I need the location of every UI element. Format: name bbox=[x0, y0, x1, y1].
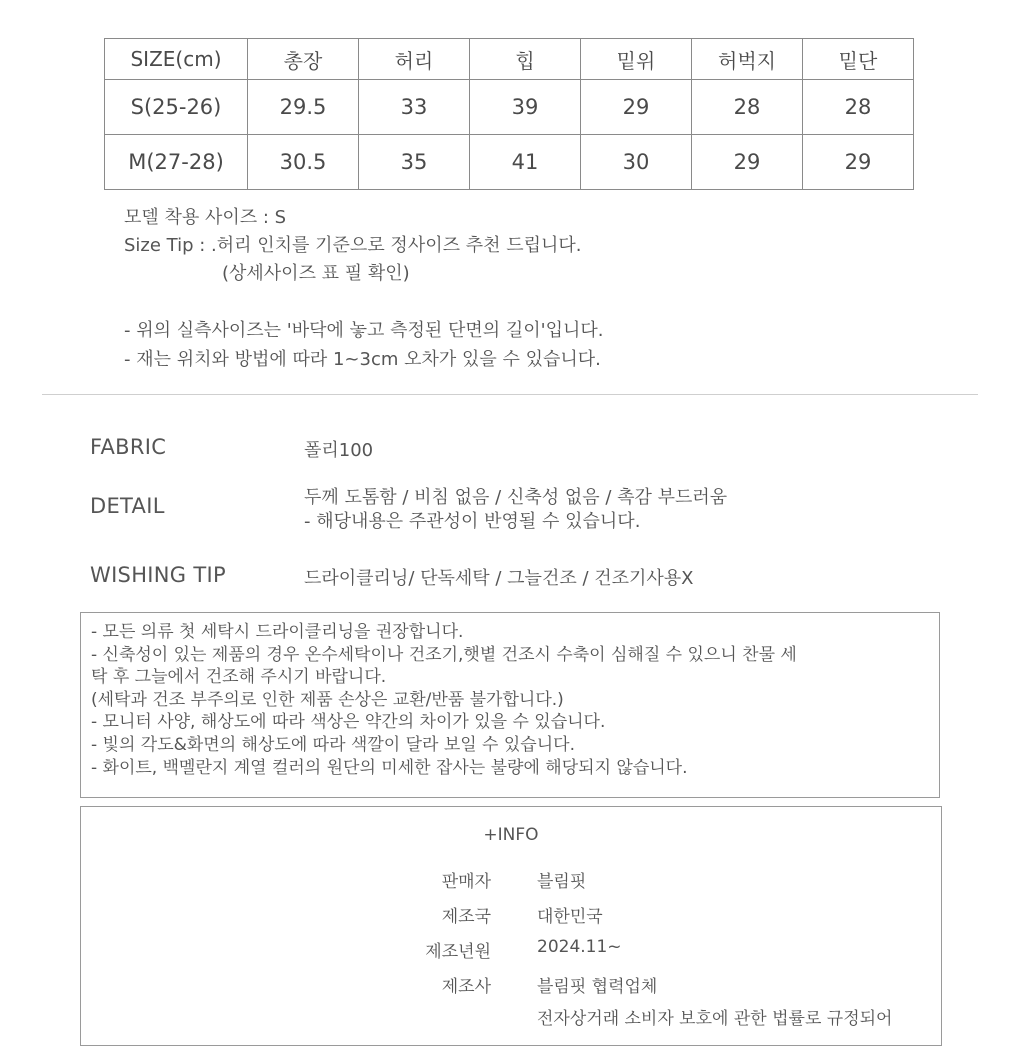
size-table-header: 허벅지 bbox=[692, 39, 803, 80]
detail-label: DETAIL bbox=[90, 494, 165, 518]
size-table-cell: 29.5 bbox=[248, 80, 359, 135]
measurement-note: - 재는 위치와 방법에 따라 1~3cm 오차가 있을 수 있습니다. bbox=[124, 349, 601, 370]
size-table-header: 밑위 bbox=[581, 39, 692, 80]
detail-value: 두께 도톰함 / 비침 없음 / 신축성 없음 / 촉감 부드러움 bbox=[304, 487, 728, 508]
size-table-header: 밑단 bbox=[803, 39, 914, 80]
info-value: 2024.11~ bbox=[537, 937, 622, 957]
model-size-note: 모델 착용 사이즈 : S bbox=[124, 207, 287, 228]
size-table-header: 허리 bbox=[359, 39, 470, 80]
info-value: 전자상거래 소비자 보호에 관한 법률로 규정되어 bbox=[537, 1009, 893, 1029]
care-notice-box bbox=[80, 612, 940, 798]
info-key: 제조년원 bbox=[425, 942, 491, 962]
size-table-cell: M(27-28) bbox=[105, 135, 248, 190]
size-table-cell: 29 bbox=[692, 135, 803, 190]
care-note: - 화이트, 백멜란지 계열 컬러의 원단의 미세한 잡사는 불량에 해당되지 않습니다. bbox=[91, 757, 688, 778]
size-table-header: 힙 bbox=[470, 39, 581, 80]
size-table-header: 총장 bbox=[248, 39, 359, 80]
info-value: 대한민국 bbox=[537, 907, 603, 927]
size-table-cell: 28 bbox=[692, 80, 803, 135]
size-table-cell: 39 bbox=[470, 80, 581, 135]
info-value: 블림핏 협력업체 bbox=[537, 977, 658, 997]
section-divider bbox=[42, 394, 978, 395]
info-title: +INFO bbox=[483, 825, 539, 845]
info-key: 제조국 bbox=[441, 907, 491, 927]
washing-value: 드라이클리닝/ 단독세탁 / 그늘건조 / 건조기사용X bbox=[304, 568, 694, 589]
size-table-cell: 35 bbox=[359, 135, 470, 190]
size-table-cell: 33 bbox=[359, 80, 470, 135]
size-tip-subnote: (상세사이즈 표 필 확인) bbox=[222, 263, 410, 284]
info-key: 판매자 bbox=[441, 872, 491, 892]
product-info-box bbox=[80, 806, 942, 1046]
fabric-label: FABRIC bbox=[90, 435, 167, 459]
detail-subnote: - 해당내용은 주관성이 반영될 수 있습니다. bbox=[304, 511, 641, 532]
size-table-cell: 29 bbox=[803, 135, 914, 190]
care-note: (세탁과 건조 부주의로 인한 제품 손상은 교환/반품 불가합니다.) bbox=[91, 689, 564, 710]
size-table-header: SIZE(cm) bbox=[105, 39, 248, 80]
size-table-cell: 30 bbox=[581, 135, 692, 190]
size-table-cell: 30.5 bbox=[248, 135, 359, 190]
care-note: - 빛의 각도&화면의 해상도에 따라 색깔이 달라 보일 수 있습니다. bbox=[91, 734, 575, 755]
size-table-cell: 29 bbox=[581, 80, 692, 135]
table-row bbox=[105, 80, 914, 135]
info-key: 제조사 bbox=[441, 977, 491, 997]
measurement-note: - 위의 실측사이즈는 '바닥에 놓고 측정된 단면의 길이'입니다. bbox=[124, 320, 604, 341]
care-note: 탁 후 그늘에서 건조해 주시기 바랍니다. bbox=[91, 667, 387, 688]
table-row bbox=[105, 135, 914, 190]
size-table-header-row bbox=[105, 39, 914, 80]
care-note: - 모든 의류 첫 세탁시 드라이클리닝을 권장합니다. bbox=[91, 622, 464, 642]
washing-label: WISHING TIP bbox=[90, 563, 226, 587]
size-tip-note: Size Tip : .허리 인치를 기준으로 정사이즈 추천 드립니다. bbox=[124, 235, 582, 256]
size-table-cell: 28 bbox=[803, 80, 914, 135]
care-note: - 모니터 사양, 해상도에 따라 색상은 약간의 차이가 있을 수 있습니다. bbox=[91, 712, 606, 733]
size-table bbox=[104, 38, 914, 190]
info-value: 블림핏 bbox=[537, 872, 587, 892]
size-table-cell: 41 bbox=[470, 135, 581, 190]
care-note: - 신축성이 있는 제품의 경우 온수세탁이나 건조기,햇볕 건조시 수축이 심해질 수 있으니 찬물 세 bbox=[91, 644, 797, 665]
size-table-cell: S(25-26) bbox=[105, 80, 248, 135]
fabric-value: 폴리100 bbox=[304, 440, 374, 461]
